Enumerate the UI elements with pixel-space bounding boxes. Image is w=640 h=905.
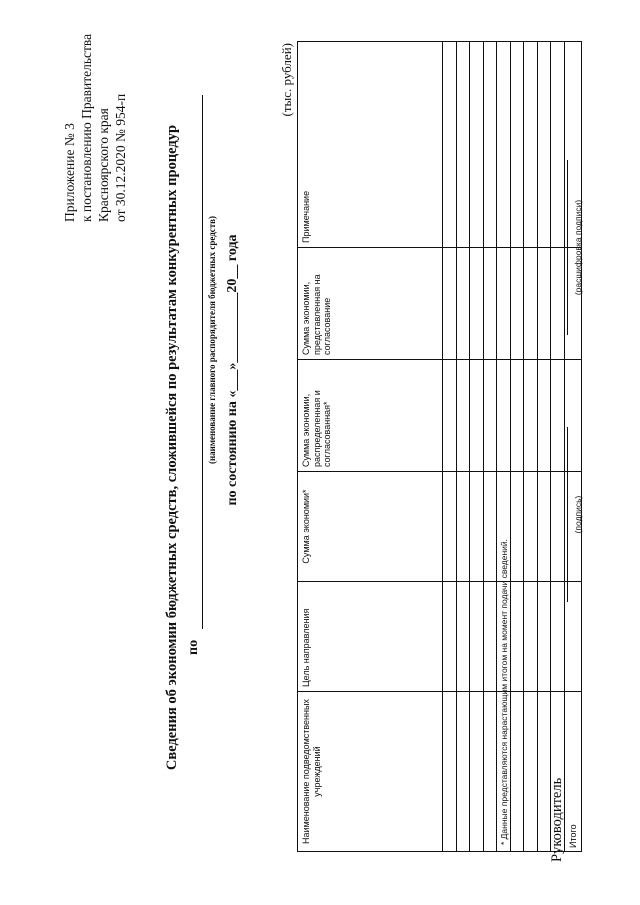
- head-label: Руководитель: [549, 777, 565, 862]
- table-header-row: [298, 42, 443, 852]
- table-row: [456, 42, 470, 852]
- table-cell[interactable]: [524, 582, 538, 692]
- appendix-line: от 30.12.2020 № 954-п: [113, 93, 128, 222]
- header-purpose: Цель направления: [298, 582, 443, 692]
- table-cell[interactable]: [483, 582, 497, 692]
- table-cell[interactable]: [470, 692, 484, 852]
- table-cell[interactable]: [551, 582, 565, 692]
- header-institutions: Наименование подведомственных учреждений: [298, 692, 443, 852]
- manager-name-caption: (наименование главного распорядителя бюджетных средств): [207, 215, 217, 465]
- table-row: [443, 42, 457, 852]
- table-cell[interactable]: [524, 692, 538, 852]
- header-savings-distributed: Сумма экономии, распределенная и согласованная*: [298, 360, 443, 472]
- table-cell[interactable]: [524, 42, 538, 248]
- table-cell[interactable]: [551, 42, 565, 248]
- manager-name-rule: [202, 95, 203, 629]
- table-cell[interactable]: [497, 42, 511, 248]
- table-row: [470, 42, 484, 852]
- table-cell[interactable]: [510, 472, 524, 582]
- appendix-line: к постановлению Правительства: [79, 33, 94, 222]
- header-note: Примечание: [298, 42, 443, 248]
- table-row: [524, 42, 538, 852]
- table-cell[interactable]: [551, 360, 565, 472]
- header-savings-amount: Сумма экономии*: [298, 472, 443, 582]
- table-cell[interactable]: [537, 472, 551, 582]
- table-cell[interactable]: [497, 248, 511, 360]
- table-cell[interactable]: [443, 360, 457, 472]
- table-cell[interactable]: [524, 360, 538, 472]
- table-row: [483, 42, 497, 852]
- table-cell[interactable]: [551, 248, 565, 360]
- signature-decoding-line[interactable]: [567, 160, 568, 335]
- table-cell[interactable]: [456, 42, 470, 248]
- table-cell[interactable]: [524, 472, 538, 582]
- savings-table: [297, 41, 582, 852]
- table-cell[interactable]: [537, 248, 551, 360]
- table-cell[interactable]: [443, 582, 457, 692]
- table-cell[interactable]: [470, 582, 484, 692]
- table-cell[interactable]: [483, 472, 497, 582]
- table-cell[interactable]: [510, 248, 524, 360]
- table-cell[interactable]: [443, 42, 457, 248]
- table-cell[interactable]: [537, 582, 551, 692]
- signature-line[interactable]: [567, 427, 568, 602]
- table-cell[interactable]: [443, 248, 457, 360]
- table-cell[interactable]: [456, 582, 470, 692]
- table-cell[interactable]: [456, 472, 470, 582]
- table-cell[interactable]: [456, 360, 470, 472]
- document-page: [47, 25, 632, 870]
- table-cell[interactable]: [456, 248, 470, 360]
- table-cell[interactable]: [537, 42, 551, 248]
- table-row: [510, 42, 524, 852]
- table-cell[interactable]: [470, 248, 484, 360]
- document-title: Сведения об экономии бюджетных средств, сложившейся по результатам конкурентных процедур: [164, 124, 180, 771]
- table-cell[interactable]: [510, 42, 524, 248]
- as-of-date-line: по состоянию на «___»__________20__ года: [225, 234, 240, 506]
- header-savings-submitted: Сумма экономии, представленная на согласование: [298, 248, 443, 360]
- po-label: по: [186, 639, 201, 655]
- total-label: Итого: [564, 692, 581, 852]
- table-cell[interactable]: [443, 472, 457, 582]
- table-cell[interactable]: [537, 360, 551, 472]
- appendix-line: Красноярского края: [96, 108, 111, 222]
- signature-caption: (подпись): [573, 495, 583, 534]
- table-cell[interactable]: [510, 582, 524, 692]
- table-row: [537, 42, 551, 852]
- table-cell[interactable]: [470, 42, 484, 248]
- table-cell[interactable]: [483, 42, 497, 248]
- table-cell[interactable]: [551, 472, 565, 582]
- table-cell[interactable]: [510, 692, 524, 852]
- footnote: * Данные представляются нарастающим итогом на момент подачи сведений.: [499, 538, 509, 845]
- table-cell[interactable]: [510, 360, 524, 472]
- signature-decoding-caption: (расшифровка подписи): [573, 199, 583, 296]
- appendix-line: Приложение № 3: [62, 123, 77, 222]
- table-cell[interactable]: [524, 248, 538, 360]
- manager-name-line: [187, 95, 203, 655]
- table-cell[interactable]: [483, 692, 497, 852]
- table-cell[interactable]: [470, 360, 484, 472]
- table-cell[interactable]: [456, 692, 470, 852]
- units-label: (тыс. рублей): [279, 43, 294, 117]
- appendix-header: [61, 22, 129, 222]
- table-cell[interactable]: [443, 692, 457, 852]
- table-row: [551, 42, 565, 852]
- table-cell[interactable]: [483, 360, 497, 472]
- table-cell[interactable]: [483, 248, 497, 360]
- table-cell[interactable]: [497, 360, 511, 472]
- table-cell[interactable]: [470, 472, 484, 582]
